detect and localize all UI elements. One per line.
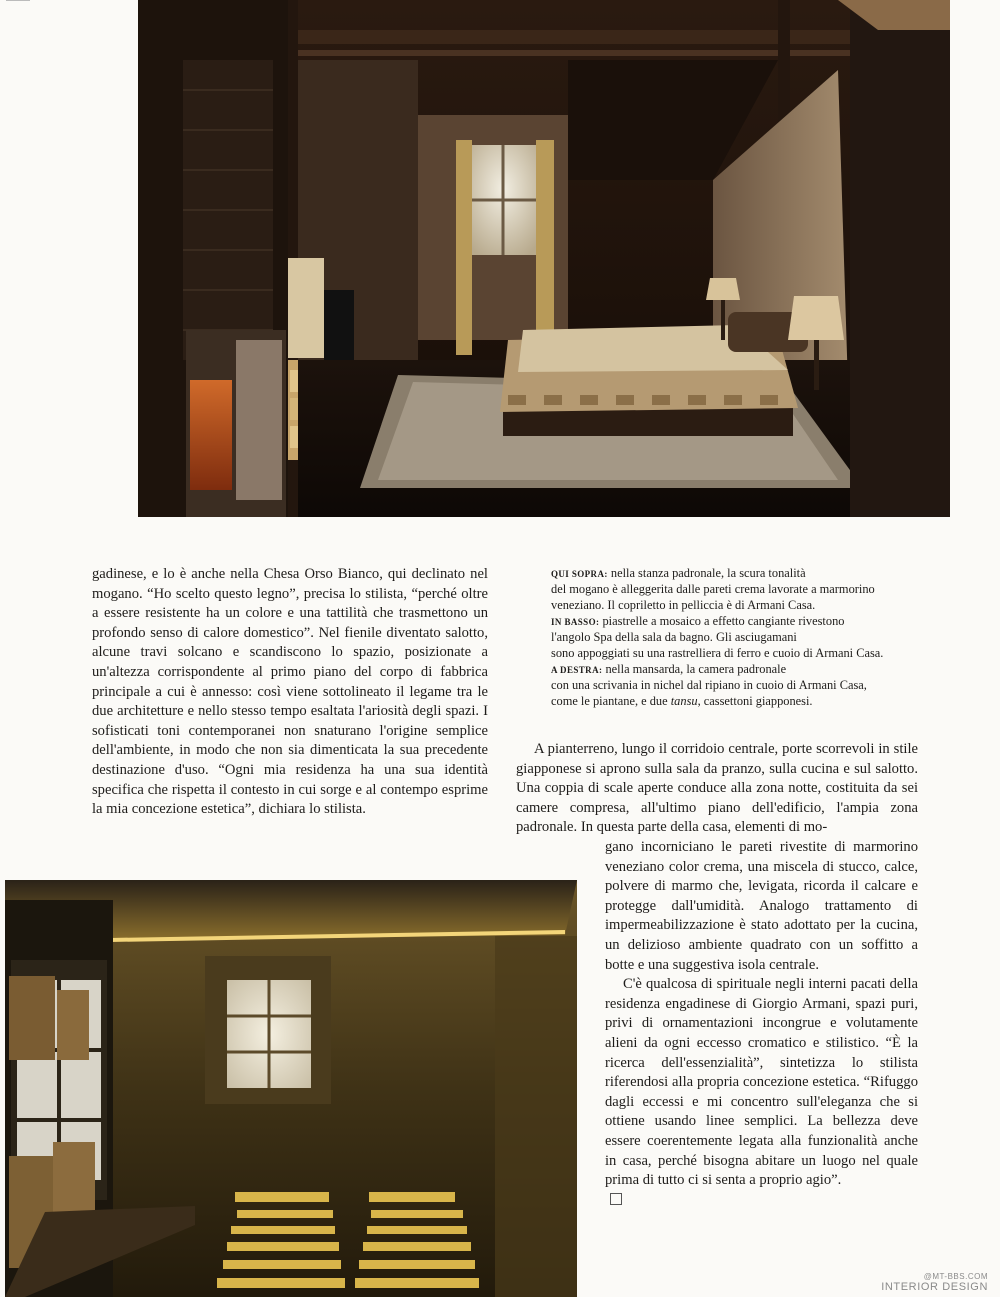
caption-text: veneziano. Il copriletto in pelliccia è di Armani Casa. bbox=[551, 597, 816, 612]
caption-label: QUI SOPRA: bbox=[551, 569, 608, 579]
caption-text: piastrelle a mosaico a effetto cangiante rivestono bbox=[602, 614, 845, 628]
caption-bottom bbox=[551, 614, 931, 661]
watermark bbox=[881, 1271, 988, 1293]
watermark-site: @MT-BBS.COM bbox=[923, 1272, 988, 1281]
body-paragraph: C'è qualcosa di spirituale negli interni pacati della residenza engadinese di Giorgio Armani, spazi puri, privi di ornamentazioni incongrue e volutamente alieni da ogni eccesso cromatico e stilistico. “È la ricerca dell'essenzialità”, sintetizza lo stilista riferendosi alla propria concezione estetica. “Rifuggo dagli eccessi e mi concentro sull'eleganza che si ottiene usando linee semplici. La bellezza deve essere coerentemente legata alla funzionalità anche in casa, perché bisogna abitare un luogo nel quale prima di tutto ci si senta a proprio agio”. bbox=[605, 976, 918, 1189]
body-paragraph: gano incorniciano le pareti rivestite di marmorino veneziano color crema, una miscela di stucco, calce, polvere di marmo che, levigata, ricorda il calcare e protegge dall'umidità. Analogo trattamento di impermeabilizzazione è stato adottato per la cucina, un delizioso ambiente quadrato con un soffitto a botte e una suggestiva isola centrale. bbox=[605, 839, 918, 973]
caption-text: l'angolo Spa della sala da bagno. Gli asciugamani bbox=[551, 630, 797, 645]
caption-text: come le piantane, e due bbox=[551, 693, 671, 708]
end-of-article-icon bbox=[610, 1193, 622, 1205]
caption-text: del mogano è alleggerita dalle pareti crema lavorate a marmorino bbox=[551, 582, 875, 597]
body-text-left: gadinese, e lo è anche nella Chesa Orso Bianco, qui declinato nel mogano. “Ho scelto questo legno”, precisa lo stilista, “perché oltre a essere resistente ha un colore e una tattilità che trasmettono un profondo senso di calore domestico”. Nel fienile diventato salotto, alcune travi solcano e scandiscono lo spazio, posizionate a un'altezza corrispondente al primo piano del corpo di fabbrica principale a cui è annesso: così viene sottolineato il legame tra le due architetture e nello stesso tempo esaltata l'ariosità degli spazi. I sofisticati toni contemporanei non snaturano l'origine semplice dell'ambiente, in modo che non sia dimenticata la sua precedente destinazione d'uso. “Ogni mia residenza ha una sua identità specifica che rispetta il contesto in cui sorge e al contempo esprime la mia concezione estetica”, dichiara lo stilista. bbox=[92, 566, 488, 818]
caption-italic: tansu bbox=[670, 693, 698, 708]
caption-text: , cassettoni giapponesi. bbox=[697, 693, 813, 708]
caption-label: IN BASSO: bbox=[551, 617, 600, 627]
caption-top bbox=[551, 566, 931, 613]
caption-text: sono appoggiati su una rastrelliera di ferro e cuoio di Armani Casa. bbox=[551, 645, 884, 660]
bathroom-photo bbox=[5, 880, 577, 1297]
body-text-right-bottom bbox=[605, 838, 918, 1210]
caption-label: A DESTRA: bbox=[551, 665, 603, 675]
body-paragraph: A pianterreno, lungo il corridoio centrale, porte scorrevoli in stile giapponese si aprono sulla sala da pranzo, sulla cucina e sul salotto. Una coppia di scale aperte conduce alla zona notte, costituita da sei camere compresa, all'ultimo piano dell'edificio, l'ampia zona padronale. In questa parte della casa, elementi di mo- bbox=[516, 741, 918, 836]
page-corner-mark bbox=[6, 0, 30, 7]
bedroom-photo bbox=[138, 0, 950, 517]
caption-right bbox=[551, 662, 931, 709]
caption-text: nella stanza padronale, la scura tonalità bbox=[610, 566, 806, 580]
watermark-title: INTERIOR DESIGN bbox=[881, 1281, 988, 1293]
caption-text: nella mansarda, la camera padronale bbox=[605, 662, 787, 676]
body-text-right-top bbox=[516, 740, 918, 838]
caption-text: con una scrivania in nichel dal ripiano in cuoio di Armani Casa, bbox=[551, 678, 867, 693]
